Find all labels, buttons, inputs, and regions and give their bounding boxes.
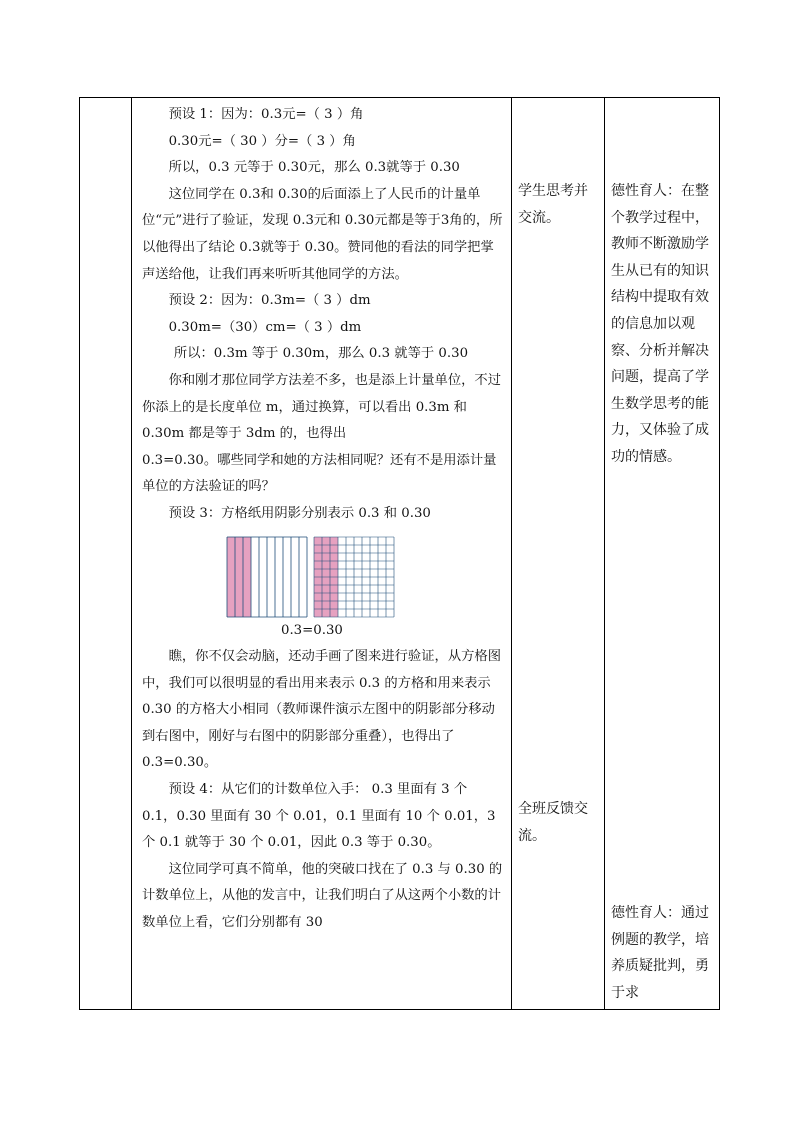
left-shaded-column — [235, 537, 243, 617]
right-hundredths-grid — [314, 537, 394, 617]
preset3-line1: 预设 3：方格纸用阴影分别表示 0.3 和 0.30 — [168, 505, 431, 521]
teaching-process-cell — [132, 98, 512, 1010]
grid-diagram — [226, 536, 396, 618]
preset2-line3: 所以：0.3m 等于 0.30m，那么 0.3 就等于 0.30 — [173, 346, 469, 362]
moral-education-cell — [605, 98, 720, 1010]
student-note-2: 全班反馈交流。 — [518, 801, 588, 844]
grid-figure — [226, 536, 505, 618]
lesson-plan-table — [79, 97, 720, 1010]
preset3-comment: 瞧，你不仅会动脑，还动手画了图来进行验证，从方格图中，我们可以很明显的看出用来表示 0.3 的方格和用来表示 0.30 的方格大小相同（教师课件演示左图中的阴影部分移动到右图中，刚好与右图中的阴影部分重叠），也得出了 0.3=0.30。 — [142, 649, 502, 771]
figure-caption: 0.3=0.30 — [281, 622, 343, 638]
left-shaded-column — [227, 537, 235, 617]
preset2-line1: 预设 2：因为：0.3m=（ 3 ）dm — [168, 293, 371, 309]
blank-left-column — [80, 98, 132, 1010]
preset1-comment: 这位同学在 0.3和 0.30的后面添上了人民币的计量单位“元”进行了验证，发现 0.3元和 0.30元都是等于3角的，所以他得出了结论 0.3就等于 0.30。赞同他的看法的同学把掌声送给他，让我们再来听听其他同学的方法。 — [142, 186, 503, 282]
teaching-process-text — [132, 98, 511, 937]
preset4-line: 预设 4：从它们的计数单位入手： 0.3 里面有 3 个 0.1，0.30 里面有 30 个 0.01，0.1 里面有 10 个 0.01，3 个 0.1 就等于 30 个 0.01，因此 0.3 等于 0.30。 — [142, 782, 496, 851]
preset2-comment: 你和刚才那位同学方法差不多，也是添上计量单位，不过你添上的是长度单位 m，通过换算，可以看出 0.3m 和 0.30m 都是等于 3dm 的，也得出 — [142, 372, 502, 442]
moral-note-1: 德性育人：在整个教学过程中，教师不断激励学生从已有的知识结构中提取有效的信息加以观察、分析并解决问题，提高了学生数学思考的能力，又体验了成功的情感。 — [611, 183, 709, 465]
preset1-line1: 预设 1：因为：0.3元=（ 3 ）角 — [168, 107, 364, 122]
preset2-line2: 0.30m=（30）cm=（ 3 ）dm — [168, 319, 362, 335]
preset2-comment-cont: 0.3=0.30。哪些同学和她的方法相同呢？还有不是用添计量单位的方法验证的吗？ — [142, 452, 497, 495]
preset4-comment: 这位同学可真不简单，他的突破口找在了 0.3 与 0.30 的计数单位上，从他的发言中，让我们明白了从这两个小数的计数单位上看，它们分别都有 30 — [142, 861, 503, 931]
student-note-1: 学生思考并交流。 — [518, 183, 588, 226]
preset1-line3: 所以，0.3 元等于 0.30元，那么 0.3就等于 0.30 — [168, 160, 460, 176]
left-tenths-grid — [227, 537, 307, 617]
preset1-line2: 0.30元=（ 30 ）分=（ 3 ）角 — [168, 133, 356, 149]
moral-note-2: 德性育人：通过例题的教学，培养质疑批判，勇于求 — [611, 905, 709, 1001]
student-activity-cell — [512, 98, 605, 1010]
left-shaded-column — [243, 537, 251, 617]
